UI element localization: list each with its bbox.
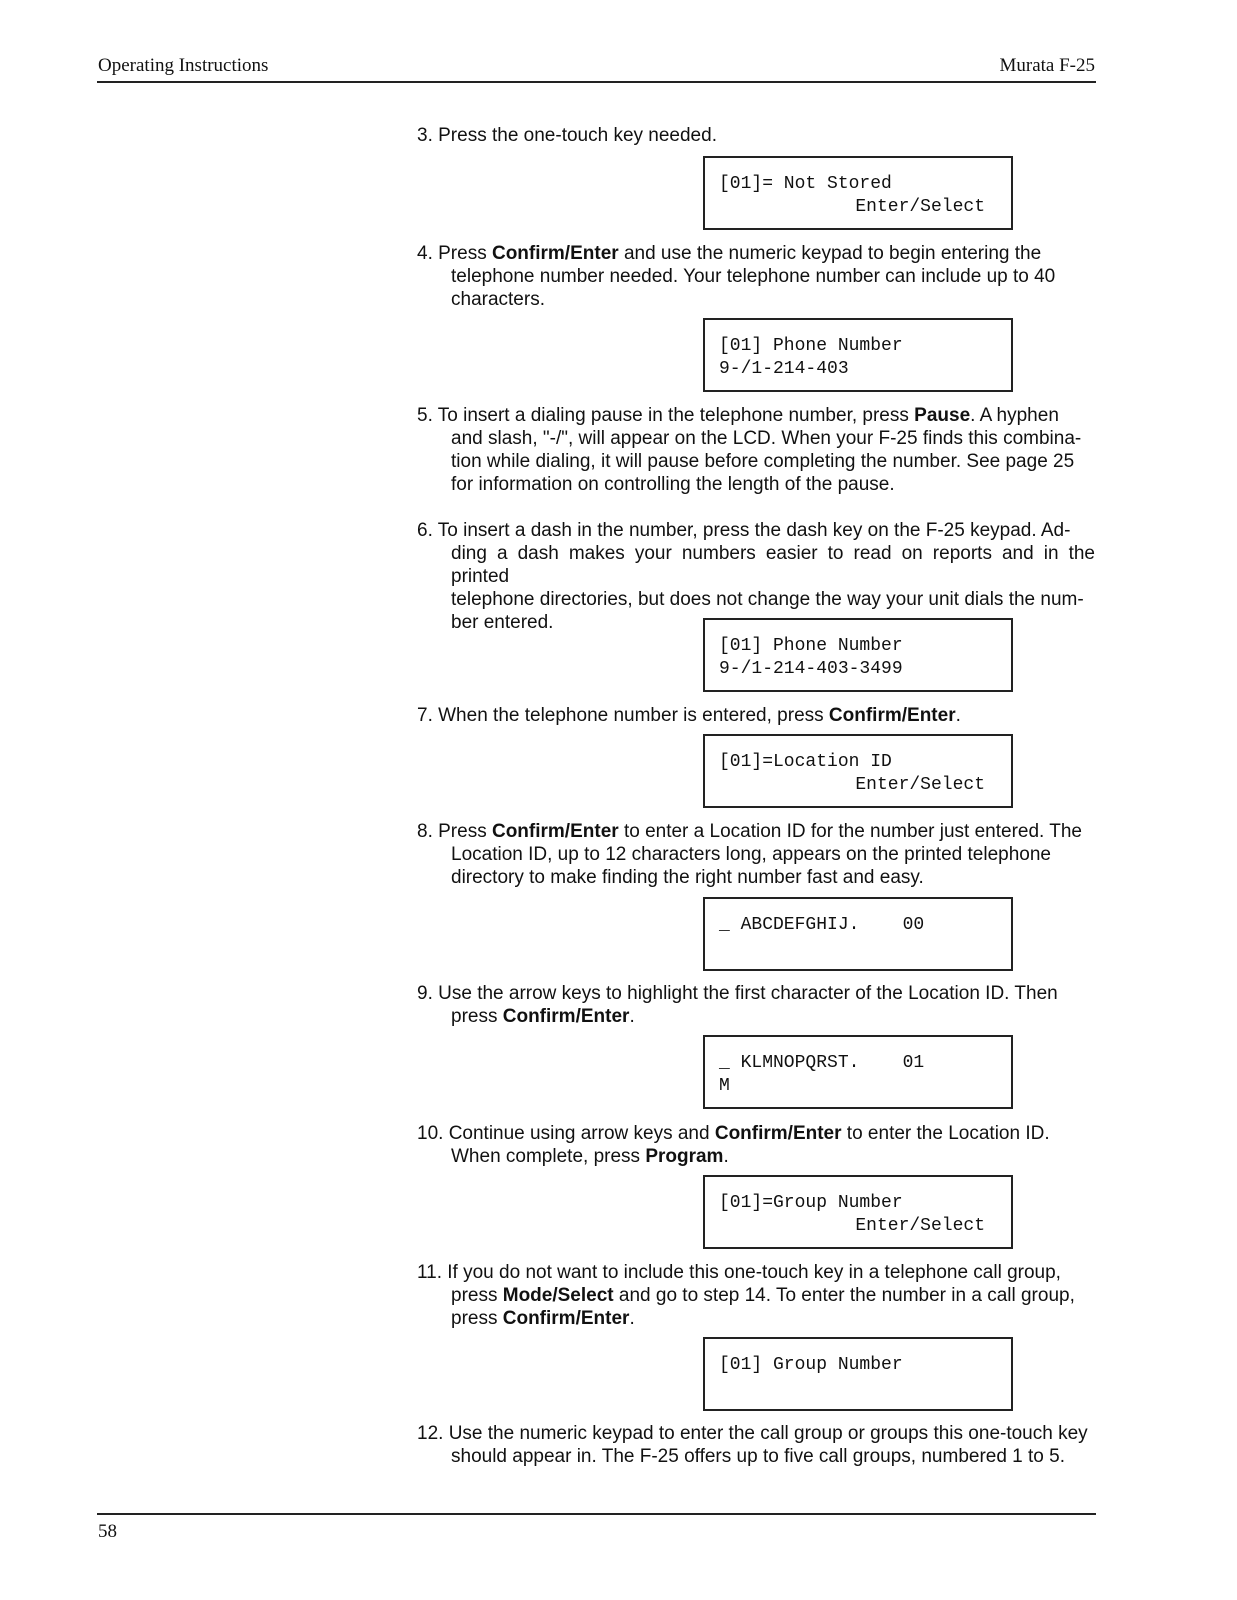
step-11-line-2: press Mode/Select and go to step 14. To enter the number in a call group, xyxy=(451,1285,1075,1306)
key-confirm-enter: Confirm/Enter xyxy=(714,1123,842,1144)
lcd-line-2: Enter/Select xyxy=(855,1216,985,1236)
step-4 xyxy=(417,242,1095,311)
step-3-text: 3. Press the one-touch key needed. xyxy=(417,125,717,146)
step-6-line-3: telephone directories, but does not change the way your unit dials the num- xyxy=(451,589,1084,610)
step-12-line-1: 12. Use the numeric keypad to enter the call group or groups this one-touch key xyxy=(417,1423,1088,1444)
lcd-display-4 xyxy=(703,734,1013,808)
step-11-line-1: 11. If you do not want to include this one-touch key in a telephone call group, xyxy=(417,1262,1061,1283)
lcd-display-6 xyxy=(703,1035,1013,1109)
step-5-line-2: and slash, "-/", will appear on the LCD. When your F-25 finds this combina- xyxy=(451,428,1082,449)
step-9-line-1: 9. Use the arrow keys to highlight the first character of the Location ID. Then xyxy=(417,983,1058,1004)
step-11-line-3: press Confirm/Enter. xyxy=(451,1308,635,1329)
step-6-line-1: 6. To insert a dash in the number, press the dash key on the F-25 keypad. Ad- xyxy=(417,520,1071,541)
page-number: 58 xyxy=(98,1521,117,1542)
lcd-line-1: _ ABCDEFGHIJ. 00 xyxy=(719,915,925,935)
step-10-line-2: When complete, press Program. xyxy=(451,1146,729,1167)
step-12 xyxy=(417,1422,1095,1468)
lcd-line-1: [01]=Group Number xyxy=(719,1193,903,1213)
lcd-display-3 xyxy=(703,618,1013,692)
lcd-display-1 xyxy=(703,156,1013,230)
header-rule xyxy=(97,81,1096,83)
lcd-display-5 xyxy=(703,897,1013,971)
lcd-line-1: [01]= Not Stored xyxy=(719,174,892,194)
step-9 xyxy=(417,982,1095,1028)
header-title: Operating Instructions xyxy=(98,55,269,76)
step-6-line-2: ding a dash makes your numbers easier to read on reports and in the printed xyxy=(451,543,1095,587)
lcd-line-2: M xyxy=(719,1076,730,1096)
step-4-line-3: characters. xyxy=(451,289,545,310)
step-8 xyxy=(417,820,1095,889)
key-confirm-enter: Confirm/Enter xyxy=(491,243,619,264)
key-program: Program xyxy=(645,1146,724,1167)
step-8-line-1: 8. Press Confirm/Enter to enter a Location ID for the number just entered. The xyxy=(417,821,1082,842)
step-8-line-3: directory to make finding the right number fast and easy. xyxy=(451,867,924,888)
step-3 xyxy=(417,124,1095,147)
step-4-line-1: 4. Press Confirm/Enter and use the numeric keypad to begin entering the xyxy=(417,243,1042,264)
step-6-line-4: ber entered. xyxy=(451,612,554,633)
step-6 xyxy=(417,519,1095,634)
step-5-line-1: 5. To insert a dialing pause in the telephone number, press Pause. A hyphen xyxy=(417,405,1059,426)
step-12-line-2: should appear in. The F-25 offers up to five call groups, numbered 1 to 5. xyxy=(451,1446,1066,1467)
step-8-line-2: Location ID, up to 12 characters long, appears on the printed telephone xyxy=(451,844,1051,865)
lcd-line-1: [01] Phone Number xyxy=(719,636,903,656)
step-5-line-3: tion while dialing, it will pause before completing the number. See page 25 xyxy=(451,451,1075,472)
key-confirm-enter: Confirm/Enter xyxy=(828,705,956,726)
lcd-display-7 xyxy=(703,1175,1013,1249)
key-confirm-enter: Confirm/Enter xyxy=(502,1006,630,1027)
step-10-line-1: 10. Continue using arrow keys and Confirm/Enter to enter the Location ID. xyxy=(417,1123,1050,1144)
key-mode-select: Mode/Select xyxy=(502,1285,614,1306)
header-model: Murata F-25 xyxy=(999,55,1095,76)
lcd-line-1: [01]=Location ID xyxy=(719,752,892,772)
lcd-line-1: _ KLMNOPQRST. 01 xyxy=(719,1053,925,1073)
step-5 xyxy=(417,404,1095,496)
lcd-line-2: Enter/Select xyxy=(855,197,985,217)
lcd-line-1: [01] Phone Number xyxy=(719,336,903,356)
key-confirm-enter: Confirm/Enter xyxy=(502,1308,630,1329)
lcd-line-2: 9-/1-214-403-3499 xyxy=(719,659,903,679)
key-confirm-enter: Confirm/Enter xyxy=(491,821,619,842)
step-4-line-2: telephone number needed. Your telephone number can include up to 40 xyxy=(451,266,1056,287)
lcd-line-2: 9-/1-214-403 xyxy=(719,359,849,379)
step-11 xyxy=(417,1261,1095,1330)
step-5-line-4: for information on controlling the length of the pause. xyxy=(451,474,895,495)
key-pause: Pause xyxy=(914,405,971,426)
lcd-display-8 xyxy=(703,1337,1013,1411)
lcd-display-2 xyxy=(703,318,1013,392)
lcd-line-1: [01] Group Number xyxy=(719,1355,903,1375)
step-7 xyxy=(417,704,1095,727)
step-9-line-2: press Confirm/Enter. xyxy=(451,1006,635,1027)
footer-rule xyxy=(97,1513,1096,1515)
step-10 xyxy=(417,1122,1095,1168)
step-7-line-1: 7. When the telephone number is entered, press Confirm/Enter. xyxy=(417,705,961,726)
lcd-line-2: Enter/Select xyxy=(855,775,985,795)
